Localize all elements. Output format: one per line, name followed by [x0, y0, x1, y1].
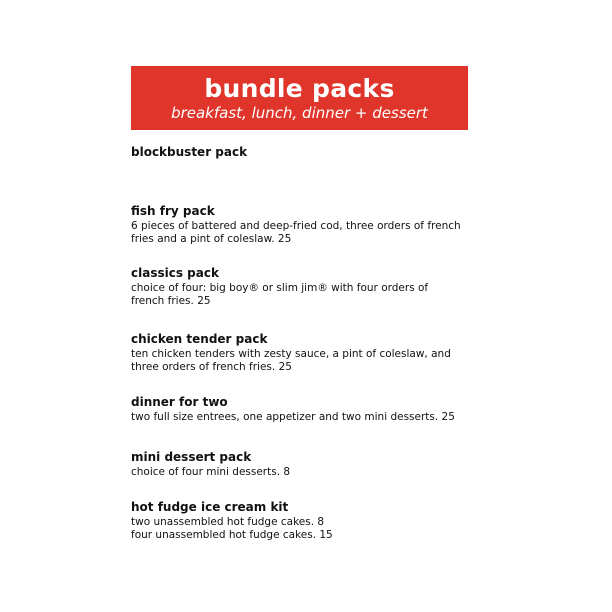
menu-item-classics-pack: [131, 266, 476, 308]
section-heading: blockbuster pack: [131, 145, 248, 159]
item-description-line: three orders of french fries. 25: [131, 361, 292, 373]
menu-item-fish-fry-pack: [131, 204, 476, 246]
item-description-line: two unassembled hot fudge cakes. 8: [131, 516, 325, 528]
menu-item-hot-fudge-ice-cream-kit: [131, 500, 476, 542]
menu-item-dinner-for-two: [131, 395, 476, 424]
item-description-line: choice of four: big boy® or slim jim® with four orders of: [131, 282, 429, 294]
header-banner: [131, 66, 468, 130]
item-description-line: choice of four mini desserts. 8: [131, 466, 291, 478]
item-description-line: 6 pieces of battered and deep-fried cod, three orders of french: [131, 220, 461, 232]
item-name: hot fudge ice cream kit: [131, 500, 289, 514]
item-description-line: french fries. 25: [131, 295, 211, 307]
item-description-line: two full size entrees, one appetizer and two mini desserts. 25: [131, 411, 455, 423]
menu-item-mini-dessert-pack: [131, 450, 476, 479]
item-description-line: four unassembled hot fudge cakes. 15: [131, 529, 333, 541]
item-description-line: fries and a pint of coleslaw. 25: [131, 233, 292, 245]
item-name: classics pack: [131, 266, 219, 280]
page-subtitle: breakfast, lunch, dinner + dessert: [171, 104, 428, 122]
item-name: chicken tender pack: [131, 332, 268, 346]
item-name: mini dessert pack: [131, 450, 252, 464]
item-name: fish fry pack: [131, 204, 215, 218]
page-title: bundle packs: [204, 74, 395, 103]
item-description-line: ten chicken tenders with zesty sauce, a pint of coleslaw, and: [131, 348, 451, 360]
item-name: dinner for two: [131, 395, 228, 409]
menu-item-chicken-tender-pack: [131, 332, 476, 374]
